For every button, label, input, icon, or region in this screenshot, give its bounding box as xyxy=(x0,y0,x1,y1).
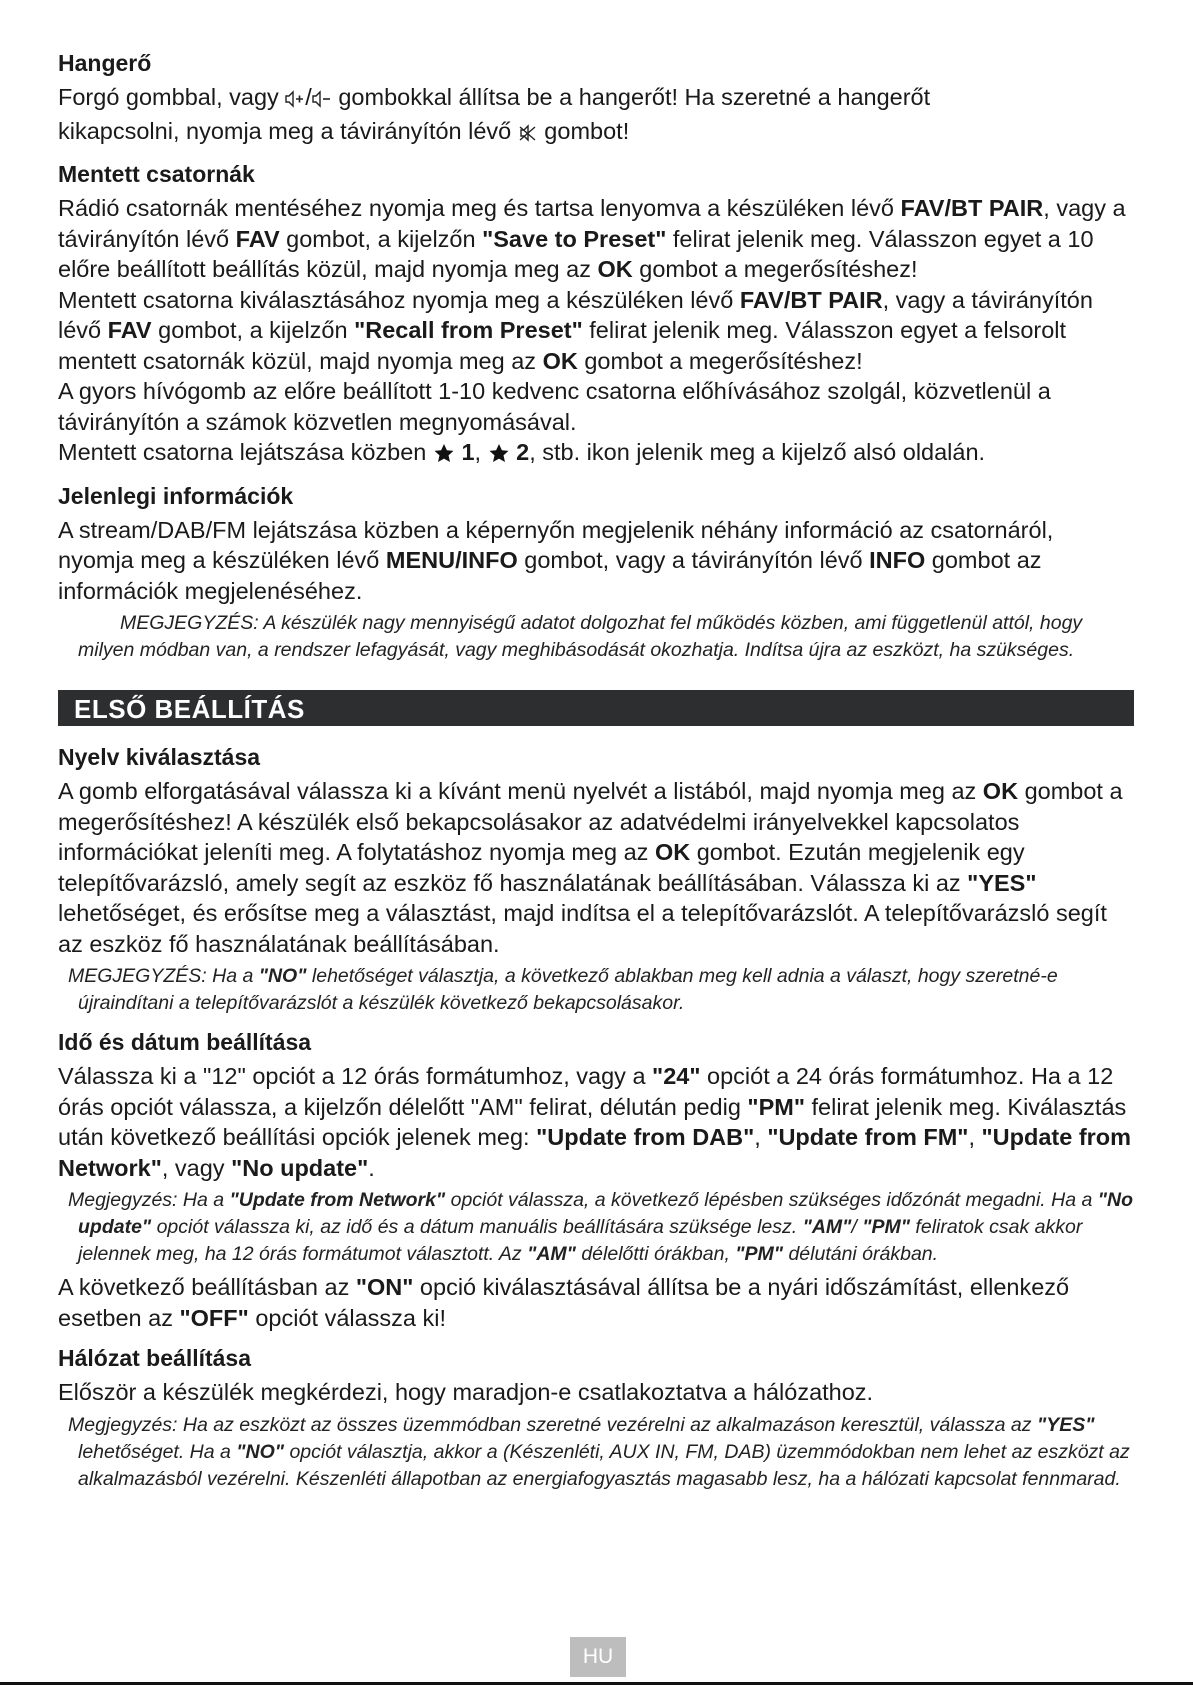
volume-up-icon xyxy=(285,85,305,116)
section-banner: ELSŐ BEÁLLÍTÁS xyxy=(58,690,1134,726)
volume-text: Forgó gombbal, vagy / gombokkal állítsa be a hangerőt! Ha szeretné a hangerőt kikapcsolni, nyomja meg a távirányítón lévő gombot! xyxy=(58,82,1134,149)
presets-quick-text: A gyors hívógomb az előre beállított 1-10 kedvenc csatorna előhívásához szolgál, közvetlenül a távirányítón a számok közvetlen megnyomásával. xyxy=(58,378,1051,435)
current-info-text: A stream/DAB/FM lejátszása közben a képernyőn megjelenik néhány információ az csatornáról, nyomja meg a készüléken lévő MENU/INFO gombot, vagy a távirányítón lévő INFO gombot az információk megjelenéséhez. xyxy=(58,516,1054,604)
network-text: Először a készülék megkérdezi, hogy maradjon-e csatlakoztatva a hálózathoz. xyxy=(58,1379,874,1405)
dst-text: A következő beállításban az "ON" opció kiválasztásával állítsa be a nyári időszámítást, ellenkező esetben az "OFF" opciót válassza ki! xyxy=(58,1274,1070,1331)
heading-network: Hálózat beállítása xyxy=(58,1345,252,1371)
presets-recall-text: Mentett csatorna kiválasztásához nyomja meg a készüléken lévő FAV/BT PAIR, vagy a távirányítón lévő FAV gombot, a kijelzőn "Recall from Preset" felirat jelenik meg. Válasszon egyet a felsorolt mentett csatornák közül, majd nyomja meg az OK gombot a megerősítéshez! xyxy=(58,286,1093,374)
manual-page xyxy=(58,48,1134,1493)
heading-current-info: Jelenlegi információk xyxy=(58,482,294,509)
presets-icon-text: Mentett csatorna lejátszása közben 1, 2, stb. ikon jelenik meg a kijelző alsó oldalán. xyxy=(58,437,1134,471)
star-icon xyxy=(488,440,510,471)
heading-time-date: Idő és dátum beállítása xyxy=(58,1029,312,1055)
language-text: A gomb elforgatásával válassza ki a kívánt menü nyelvét a listából, majd nyomja meg az OK gombot a megerősítéshez! A készülék első bekapcsolásakor az adatvédelmi irányelvekkel kapcsolatos információkat jeleníti meg. A folytatáshoz nyomja meg az OK gombot. Ezután megjelenik egy telepítővarázsló, amely segít az eszköz fő használatának beállításában. Válassza ki az "YES" lehetőséget, és erősítse meg a választást, majd indítsa el a telepítővarázslót. A telepítővarázsló segít az eszköz fő használatának beállításában. xyxy=(58,778,1123,957)
network-note: Megjegyzés: Ha az eszközt az összes üzemmódban szeretné vezérelni az alkalmazáson keresztül, válassza az "YES" lehetőséget. Ha a "NO" opciót választja, akkor a (Készenléti, AUX IN, FM, DAB) üzemmódokban nem lehet az eszközt az alkalmazásból vezérelni. Készenléti állapotban az energiafogyasztás magasabb lesz, ha a hálózati kapcsolat fennmarad. xyxy=(68,1413,1130,1490)
heading-presets: Mentett csatornák xyxy=(58,161,255,187)
star-icon xyxy=(433,440,455,471)
heading-volume: Hangerő xyxy=(58,50,152,76)
presets-save-text: Rádió csatornák mentéséhez nyomja meg és tartsa lenyomva a készüléken lévő FAV/BT PAIR, vagy a távirányítón lévő FAV gombot, a kijelzőn "Save to Preset" felirat jelenik meg. Válasszon egyet a 10 előre beállított beállítás közül, majd nyomja meg az OK gombot a megerősítéshez! xyxy=(58,195,1126,282)
mute-icon xyxy=(518,119,538,150)
volume-down-icon xyxy=(312,85,332,116)
heading-language: Nyelv kiválasztása xyxy=(58,744,261,770)
page-language-badge: HU xyxy=(570,1637,626,1677)
language-note: MEGJEGYZÉS: Ha a "NO" lehetőséget választja, a következő ablakban meg kell adnia a választ, hogy szeretné-e újraindítani a telepítővarázslót a készülék következő bekapcsolásakor. xyxy=(68,965,1058,1014)
time-date-note: Megjegyzés: Ha a "Update from Network" opciót válassza, a következő lépésben szükséges időzónát megadni. Ha a "No update" opciót válassza ki, az idő és a dátum manuális beállítására szüksége lesz. "AM"/ "PM" feliratok csak akkor jelennek meg, ha 12 órás formátumot választott. Az "AM" délelőtti órákban, "PM" délutáni órákban. xyxy=(68,1189,1133,1265)
current-info-note: MEGJEGYZÉS: A készülék nagy mennyiségű adatot dolgozhat fel működés közben, ami függetlenül attól, hogy milyen módban van, a rendszer lefagyását, vagy meghibásodását okozhatja. Indítsa újra az eszközt, ha szükséges. xyxy=(78,612,1083,661)
time-date-text: Válassza ki a "12" opciót a 12 órás formátumhoz, vagy a "24" opciót a 24 órás formátumhoz. Ha a 12 órás opciót válassza, a kijelzőn délelőtt "AM" felirat, délután pedig "PM" felirat jelenik meg. Kiválasztás után következő beállítási opciók jelenek meg: "Update from DAB", "Update from FM", "Update from Network", vagy "No update". xyxy=(58,1063,1132,1181)
